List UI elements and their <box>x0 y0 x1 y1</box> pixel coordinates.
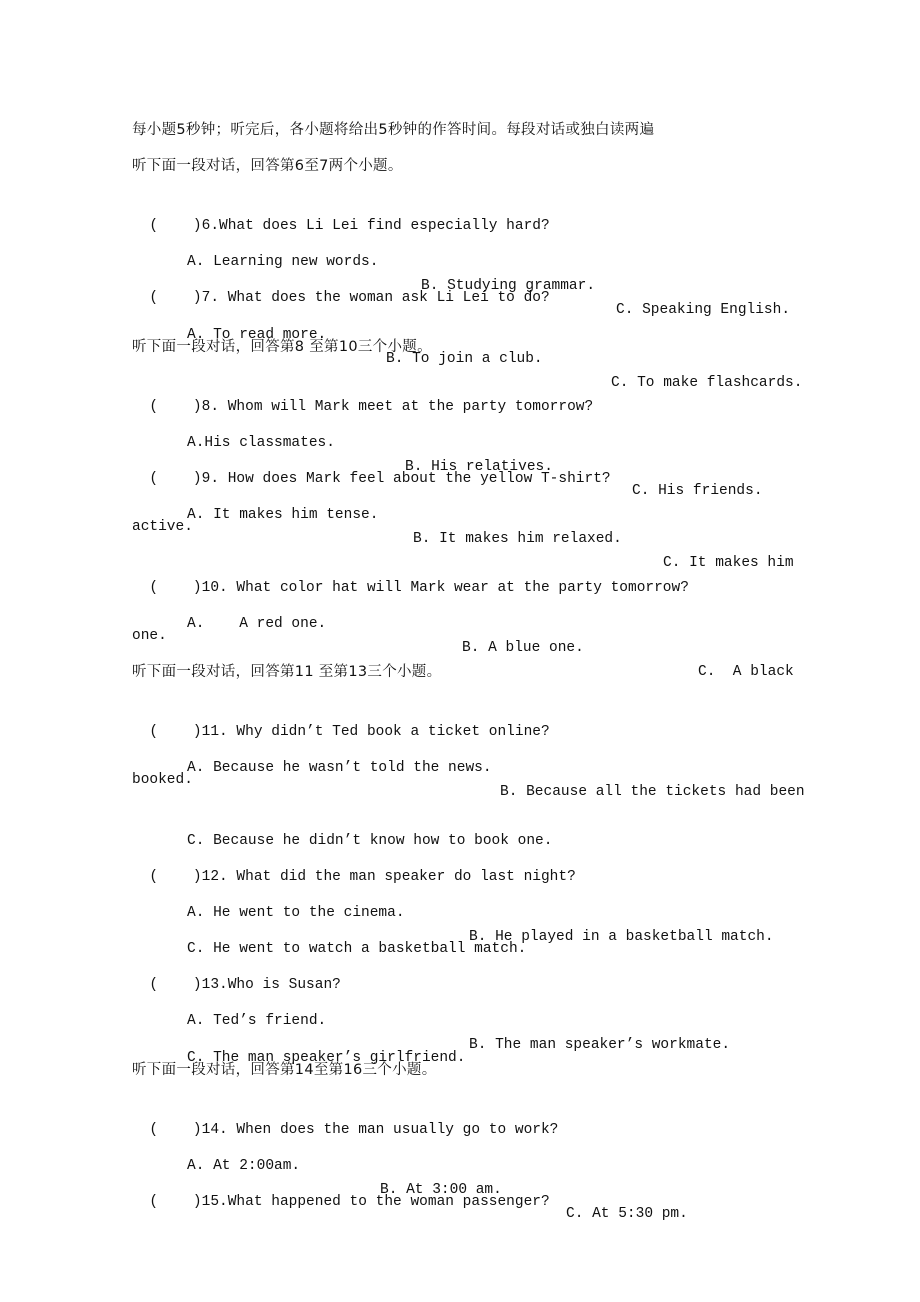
option-c: C. A black <box>698 664 794 680</box>
option-b: B. Because all the tickets had been <box>500 784 805 800</box>
question-14 <box>132 1094 559 1138</box>
question-13 <box>132 949 341 993</box>
intro-text: 每小题5秒钟；听完后，各小题将给出5秒钟的作答时间。每段对话或独白读两遍 <box>132 122 655 138</box>
question-11 <box>132 696 550 740</box>
option-c: C. His friends. <box>632 483 763 499</box>
section-instruction-4: 听下面一段对话，回答第14至第16三个小题。 <box>132 1062 437 1078</box>
option-a: A. Ted’s friend. <box>187 1013 327 1029</box>
question-13-option-c-row <box>0 1022 920 1066</box>
option-c: C. It makes him <box>663 555 794 571</box>
section-instruction-1: 听下面一段对话，回答第6至7两个小题。 <box>132 158 403 174</box>
question-9 <box>132 443 611 487</box>
question-text: 15.What happened to the woman passenger? <box>201 1194 550 1210</box>
option-c: C. At 5:30 pm. <box>566 1206 688 1222</box>
answer-blank[interactable]: ( ) <box>149 1194 202 1210</box>
answer-blank[interactable]: ( ) <box>149 869 202 885</box>
option-b-continuation: booked. <box>132 772 193 788</box>
answer-blank[interactable]: ( ) <box>149 218 202 234</box>
answer-blank[interactable]: ( ) <box>149 580 202 596</box>
answer-blank[interactable]: ( ) <box>149 290 202 306</box>
question-10 <box>132 552 689 596</box>
answer-blank[interactable]: ( ) <box>149 471 202 487</box>
option-b: B. The man speaker’s workmate. <box>469 1037 731 1053</box>
option-a: A. At 2:00am. <box>187 1158 301 1174</box>
question-text: 13.Who is Susan? <box>201 977 341 993</box>
option-b: B. He played in a basketball match. <box>469 929 774 945</box>
option-b: B. Studying grammar. <box>421 278 596 294</box>
option-b: B. To join a club. <box>386 351 543 367</box>
section-instruction-2: 听下面一段对话，回答第8 至第10三个小题。 <box>132 339 432 355</box>
option-a: A. A red one. <box>187 616 327 632</box>
option-c: C. To make flashcards. <box>611 375 803 391</box>
answer-blank[interactable]: ( ) <box>149 1122 202 1138</box>
question-text: 10. What color hat will Mark wear at the party tomorrow? <box>201 580 689 596</box>
question-11-option-c-row <box>0 805 920 849</box>
question-text: 8. Whom will Mark meet at the party tomorrow? <box>201 399 594 415</box>
option-c: C. The man speaker’s girlfriend. <box>187 1050 466 1066</box>
option-a: A. He went to the cinema. <box>187 905 405 921</box>
option-a: A. It makes him tense. <box>187 507 379 523</box>
question-6 <box>132 190 550 234</box>
question-8 <box>132 371 594 415</box>
question-text: 7. What does the woman ask Li Lei to do? <box>201 290 550 306</box>
option-c: C. Speaking English. <box>616 302 791 318</box>
option-c: C. Because he didn’t know how to book one. <box>187 833 553 849</box>
option-a: A.His classmates. <box>187 435 335 451</box>
option-b: B. At 3:00 am. <box>380 1182 502 1198</box>
question-12 <box>132 841 576 885</box>
option-a: A. To read more. <box>187 327 327 343</box>
question-15 <box>132 1166 550 1210</box>
question-13-options <box>0 985 920 1053</box>
answer-blank[interactable]: ( ) <box>149 977 202 993</box>
answer-blank[interactable]: ( ) <box>149 724 202 740</box>
section-instruction-3: 听下面一段对话，回答第11 至第13三个小题。 <box>132 664 442 680</box>
answer-blank[interactable]: ( ) <box>149 399 202 415</box>
option-a: A. Because he wasn’t told the news. <box>187 760 492 776</box>
option-a: A. Learning new words. <box>187 254 379 270</box>
option-c-continuation: one. <box>132 628 167 644</box>
option-b: B. It makes him relaxed. <box>413 531 622 547</box>
question-text: 14. When does the man usually go to work? <box>201 1122 559 1138</box>
option-b: B. His relatives. <box>405 459 553 475</box>
question-12-options <box>0 877 920 945</box>
question-text: 11. Why didn’t Ted book a ticket online? <box>201 724 550 740</box>
question-12-option-c-row <box>0 913 920 957</box>
option-b: B. A blue one. <box>462 640 584 656</box>
option-c: C. He went to watch a basketball match. <box>187 941 527 957</box>
question-text: 9. How does Mark feel about the yellow T-shirt? <box>201 471 611 487</box>
question-text: 12. What did the man speaker do last night? <box>201 869 576 885</box>
question-text: 6.What does Li Lei find especially hard? <box>201 218 550 234</box>
option-c-continuation: active. <box>132 519 193 535</box>
